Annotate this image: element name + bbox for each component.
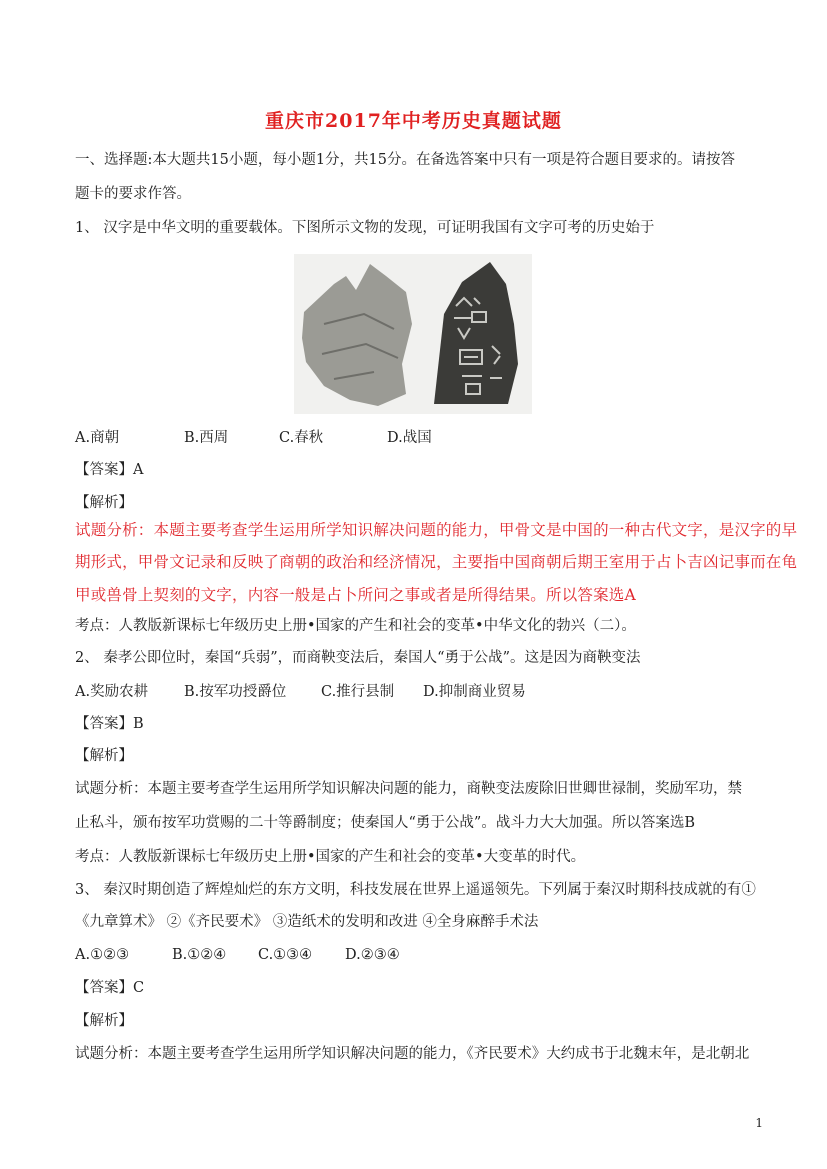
q1-analysis-line-2: 期形式，甲骨文记录和反映了商朝的政治和经济情况，主要指中国商朝后期王室用于占卜吉凶记事而在龟 [75, 553, 798, 571]
q2-option-c: C.推行县制 [321, 684, 395, 700]
q1-option-d: D.战国 [387, 430, 432, 446]
q3-option-d: D.②③④ [345, 947, 400, 963]
intro-line-1: 一、选择题:本大题共15小题，每小题1分，共15分。在备选答案中只有一项是符合题目要求的。请按答 [75, 152, 736, 168]
q1-answer: 【答案】A [75, 462, 144, 478]
q3-analysis-line-1: 试题分析：本题主要考查学生运用所学知识解决问题的能力，《齐民要术》大约成书于北魏末年，是北朝北 [75, 1046, 750, 1062]
q3-stem-line-2: 《九章算术》 ②《齐民要术》 ③造纸术的发明和改进 ④全身麻醉手术法 [75, 914, 539, 930]
q2-answer: 【答案】B [75, 716, 144, 732]
q1-analysis-line-1: 试题分析：本题主要考查学生运用所学知识解决问题的能力，甲骨文是中国的一种古代文字，是汉字的早 [75, 521, 798, 539]
q1-options [75, 428, 765, 448]
q3-stem-line-1: 3、 秦汉时期创造了辉煌灿烂的东方文明，科技发展在世界上遥遥领先。下列属于秦汉时期科技成就的有① [75, 882, 756, 898]
q1-analysis-label: 【解析】 [75, 495, 133, 511]
q3-option-c: C.①③④ [258, 947, 313, 963]
q2-option-a: A.奖励农耕 [75, 684, 149, 700]
q3-option-a: A.①②③ [75, 947, 130, 963]
q3-analysis-label: 【解析】 [75, 1013, 133, 1029]
q3-options [75, 945, 765, 965]
q2-stem: 2、 秦孝公即位时，秦国“兵弱”，而商鞅变法后，秦国人“勇于公战”。这是因为商鞅变法 [75, 650, 641, 666]
q1-option-b: B.西周 [184, 430, 229, 446]
q2-option-b: B.按军功授爵位 [184, 684, 287, 700]
oracle-bone-figure [294, 254, 532, 414]
q2-analysis-label: 【解析】 [75, 748, 133, 764]
q2-point: 考点：人教版新课标七年级历史上册•国家的产生和社会的变革•大变革的时代。 [75, 849, 586, 865]
q2-option-d: D.抑制商业贸易 [423, 684, 526, 700]
q1-point: 考点：人教版新课标七年级历史上册•国家的产生和社会的变革•中华文化的勃兴（二）。 [75, 618, 636, 634]
q3-answer: 【答案】C [75, 980, 145, 996]
q1-stem: 1、 汉字是中华文明的重要载体。下图所示文物的发现，可证明我国有文字可考的历史始于 [75, 220, 655, 236]
q1-analysis-line-3: 甲或兽骨上契刻的文字，内容一般是占卜所问之事或者是所得结果。所以答案选A [75, 586, 636, 604]
intro-line-2: 题卡的要求作答。 [75, 186, 191, 202]
page-number: 1 [755, 1116, 763, 1130]
q2-analysis-line-1: 试题分析：本题主要考查学生运用所学知识解决问题的能力，商鞅变法废除旧世卿世禄制，奖励军功，禁 [75, 781, 742, 797]
q3-option-b: B.①②④ [172, 947, 227, 963]
q1-option-c: C.春秋 [279, 430, 324, 446]
q2-options [75, 682, 765, 702]
q1-option-a: A.商朝 [75, 430, 120, 446]
page-title: 重庆市2017年中考历史真题试题 [265, 110, 562, 132]
q2-analysis-line-2: 止私斗，颁布按军功赏赐的二十等爵制度；使秦国人“勇于公战”。战斗力大大加强。所以答案选B [75, 815, 695, 831]
